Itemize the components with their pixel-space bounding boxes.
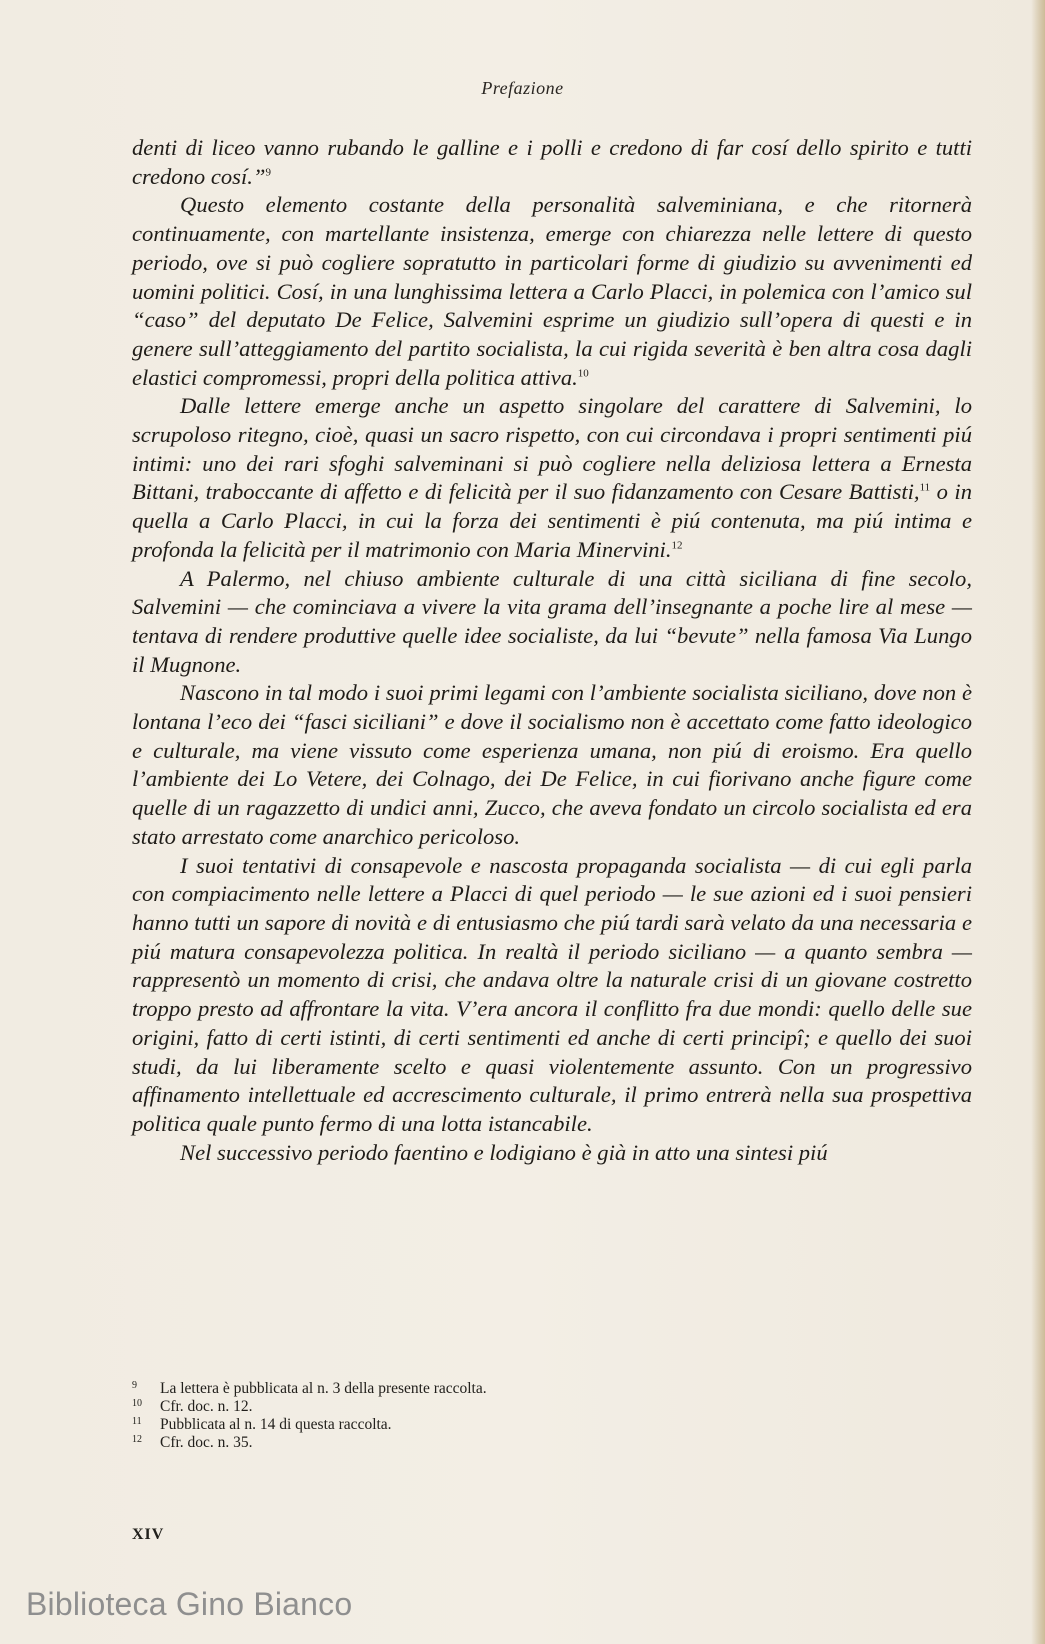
paragraph bbox=[132, 392, 972, 564]
footnote bbox=[132, 1398, 832, 1416]
footnote bbox=[132, 1434, 832, 1452]
footnotes bbox=[132, 1380, 832, 1452]
footnote-reference: 11 bbox=[919, 481, 931, 494]
paragraph-text: Questo elemento costante della personalità salveminiana, e che ritornerà continuamente, con martellante insistenza, emerge con chiarezza nelle lettere di questo periodo, ove si può cogliere sopratutto in particolari forme di giudizio su avvenimenti ed uomini politici. Cosí, in una lunghissima lettera a Carlo Placci, in polemica con l’amico sul “caso” del deputato De Felice, Salvemini esprime un giudizio sull’opera di questi e in genere sull’atteggiamento del partito socialista, la cui rigida severità è ben altra cosa dagli elastici compromessi, propri della politica attiva. bbox=[132, 192, 972, 390]
footnote-number: 9 bbox=[132, 1380, 137, 1391]
footnote bbox=[132, 1380, 832, 1398]
paragraph bbox=[132, 852, 972, 1139]
footnote-number: 11 bbox=[132, 1416, 142, 1427]
paragraph-text: o in quella a Carlo Placci, in cui la forza dei sentimenti è piú contenuta, ma piú intima e profonda la felicità per il matrimonio con Maria Minervini. bbox=[132, 479, 972, 562]
footnote-reference: 12 bbox=[671, 539, 683, 552]
paragraph-text: denti di liceo vanno rubando le galline e i polli e credono di far cosí dello spirito e tutti credono cosí.” bbox=[132, 135, 972, 189]
footnote-number: 12 bbox=[132, 1434, 142, 1445]
paragraph bbox=[132, 1139, 972, 1168]
paragraph-text: Nel successivo periodo faentino e lodigiano è già in atto una sintesi piú bbox=[180, 1139, 828, 1165]
footnote-reference: 9 bbox=[265, 166, 271, 179]
body-text bbox=[132, 134, 972, 1167]
library-watermark: Biblioteca Gino Bianco bbox=[26, 1586, 353, 1622]
footnote bbox=[132, 1416, 832, 1434]
footnote-reference: 10 bbox=[577, 367, 589, 380]
footnote-text: La lettera è pubblicata al n. 3 della presente raccolta. bbox=[160, 1380, 487, 1397]
paragraph bbox=[132, 191, 972, 392]
footnote-text: Pubblicata al n. 14 di questa raccolta. bbox=[160, 1416, 392, 1433]
page-edge-shadow bbox=[1031, 0, 1045, 1644]
footnote-text: Cfr. doc. n. 35. bbox=[160, 1434, 253, 1451]
page-number: XIV bbox=[132, 1526, 165, 1543]
paragraph bbox=[132, 565, 972, 680]
paragraph-text: A Palermo, nel chiuso ambiente culturale di una città siciliana di fine secolo, Salvemini — che cominciava a vivere la vita grama dell’insegnante a poche lire al mese — tentava di rendere produttive quelle idee socialiste, da lui “bevute” nella famosa Via Lungo il Mugnone. bbox=[132, 565, 972, 677]
paragraph bbox=[132, 134, 972, 191]
paragraph-text: Nascono in tal modo i suoi primi legami con l’ambiente socialista siciliano, dove non è lontana l’eco dei “fasci siciliani” e dove il socialismo non è accettato come fatto ideologico e culturale, ma viene vissuto come esperienza umana, non piú di eroismo. Era quello l’ambiente dei Lo Vetere, dei Colnago, dei De Felice, in cui fiorivano anche figure come quelle di un ragazzetto di undici anni, Zucco, che aveva fondato un circolo socialista ed era stato arrestato come anarchico pericoloso. bbox=[132, 680, 972, 849]
footnote-text: Cfr. doc. n. 12. bbox=[160, 1398, 253, 1415]
running-head: Prefazione bbox=[481, 78, 564, 98]
paragraph bbox=[132, 679, 972, 851]
footnote-number: 10 bbox=[132, 1398, 142, 1409]
paragraph-text: Dalle lettere emerge anche un aspetto singolare del carattere di Salvemini, lo scrupoloso ritegno, cioè, quasi un sacro rispetto, con cui circondava i propri sentimenti piú intimi: uno dei rari sfoghi salveminani si può cogliere nella deliziosa lettera a Ernesta Bittani, traboccante di affetto e di felicità per il suo fidanzamento con Cesare Battisti, bbox=[132, 393, 972, 505]
paragraph-text: I suoi tentativi di consapevole e nascosta propaganda socialista — di cui egli parla con compiacimento nelle lettere a Placci di quel periodo — le sue azioni ed i suoi pensieri hanno tutti un sapore di novità e di entusiasmo che piú tardi sarà velato da una necessaria e piú matura consapevolezza politica. In realtà il periodo siciliano — a quanto sembra — rappresentò un momento di crisi, che andava oltre la naturale crisi di un giovane costretto troppo presto ad affrontare la vita. V’era ancora il conflitto fra due mondi: quello delle sue origini, fatto di certi istinti, di certi sentimenti ed anche di certi principî; e quello dei suoi studi, da lui liberamente scelto e quasi violentemente assunto. Con un progressivo affinamento intellettuale ed accrescimento culturale, il primo entrerà nella sua prospettiva politica quale punto fermo di una lotta istancabile. bbox=[132, 852, 972, 1136]
